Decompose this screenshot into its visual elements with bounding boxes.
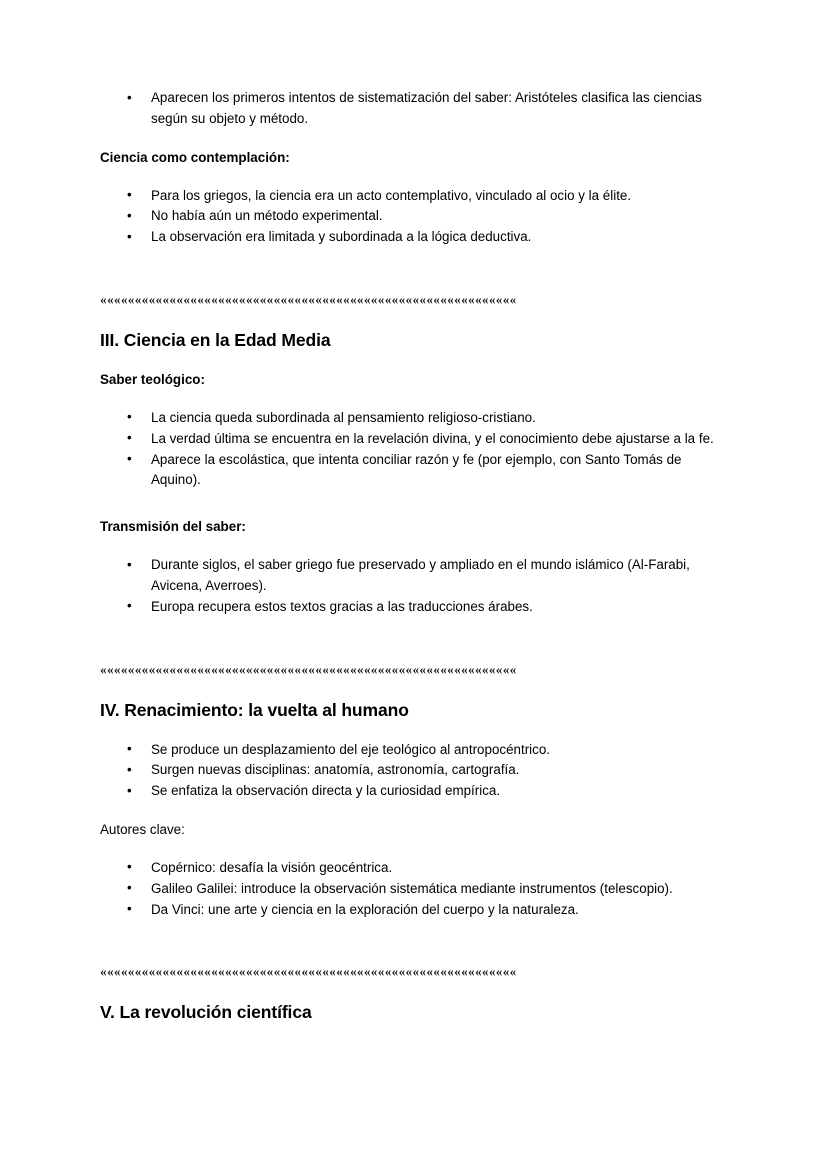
bullet-list-transmision: [100, 555, 725, 617]
list-item: • La observación era limitada y subordinada a la lógica deductiva.: [100, 227, 725, 248]
section-divider: ««««««««««««««««««««««««««««««««««««««««««««««««««««««««««««: [100, 964, 517, 980]
heading-renacimiento: IV. Renacimiento: la vuelta al humano: [100, 699, 409, 720]
list-item: • La ciencia queda subordinada al pensamiento religioso-cristiano.: [100, 408, 725, 429]
list-item: • Aparecen los primeros intentos de sistematización del saber: Aristóteles clasifica las ciencias según su objeto y método.: [100, 88, 725, 130]
bullet-list-sistematizacion: [100, 88, 725, 130]
heading-edad-media: III. Ciencia en la Edad Media: [100, 329, 331, 350]
list-item: • Da Vinci: une arte y ciencia en la exploración del cuerpo y la naturaleza.: [100, 900, 725, 921]
spacer: [100, 248, 725, 290]
list-item: • Se enfatiza la observación directa y la curiosidad empírica.: [100, 781, 725, 802]
section-divider: ««««««««««««««««««««««««««««««««««««««««««««««««««««««««««««: [100, 291, 517, 307]
spacer: [100, 920, 725, 962]
list-item: • La verdad última se encuentra en la revelación divina, y el conocimiento debe ajustarse a la fe.: [100, 429, 725, 450]
heading-revolucion-cientifica: V. La revolución científica: [100, 1002, 312, 1023]
document-body: [100, 88, 725, 1024]
spacer: [100, 390, 725, 408]
list-item: • Aparece la escolástica, que intenta conciliar razón y fe (por ejemplo, con Santo Tomás de Aquino).: [100, 450, 725, 492]
spacer: [100, 491, 725, 517]
subheading-ciencia-contemplacion: Ciencia como contemplación:: [100, 149, 290, 165]
spacer: [100, 352, 725, 370]
list-item: • Europa recupera estos textos gracias a las traducciones árabes.: [100, 597, 725, 618]
list-item: • No había aún un método experimental.: [100, 206, 725, 227]
spacer: [100, 310, 725, 328]
spacer: [100, 840, 725, 858]
list-item: • Galileo Galilei: introduce la observación sistemática mediante instrumentos (telescopio).: [100, 879, 725, 900]
bullet-list-renacimiento: [100, 740, 725, 802]
label-autores-clave: Autores clave:: [100, 821, 185, 837]
spacer: [100, 618, 725, 660]
list-item: • Surgen nuevas disciplinas: anatomía, astronomía, cartografía.: [100, 760, 725, 781]
list-item: • Copérnico: desafía la visión geocéntrica.: [100, 858, 725, 879]
spacer: [100, 537, 725, 555]
bullet-list-saber-teologico: [100, 408, 725, 491]
subheading-saber-teologico: Saber teológico:: [100, 371, 205, 387]
subheading-transmision-saber: Transmisión del saber:: [100, 519, 246, 535]
spacer: [100, 168, 725, 186]
bullet-list-contemplacion: [100, 186, 725, 248]
bullet-list-autores: [100, 858, 725, 920]
section-divider: ««««««««««««««««««««««««««««««««««««««««««««««««««««««««««««: [100, 661, 517, 677]
spacer: [100, 802, 725, 820]
spacer: [100, 130, 725, 148]
list-item: • Para los griegos, la ciencia era un acto contemplativo, vinculado al ocio y la élite.: [100, 186, 725, 207]
spacer: [100, 680, 725, 698]
spacer: [100, 722, 725, 740]
list-item: • Durante siglos, el saber griego fue preservado y ampliado en el mundo islámico (Al-Farabi, Avicena, Averroes).: [100, 555, 725, 597]
list-item: • Se produce un desplazamiento del eje teológico al antropocéntrico.: [100, 740, 725, 761]
spacer: [100, 982, 725, 1000]
